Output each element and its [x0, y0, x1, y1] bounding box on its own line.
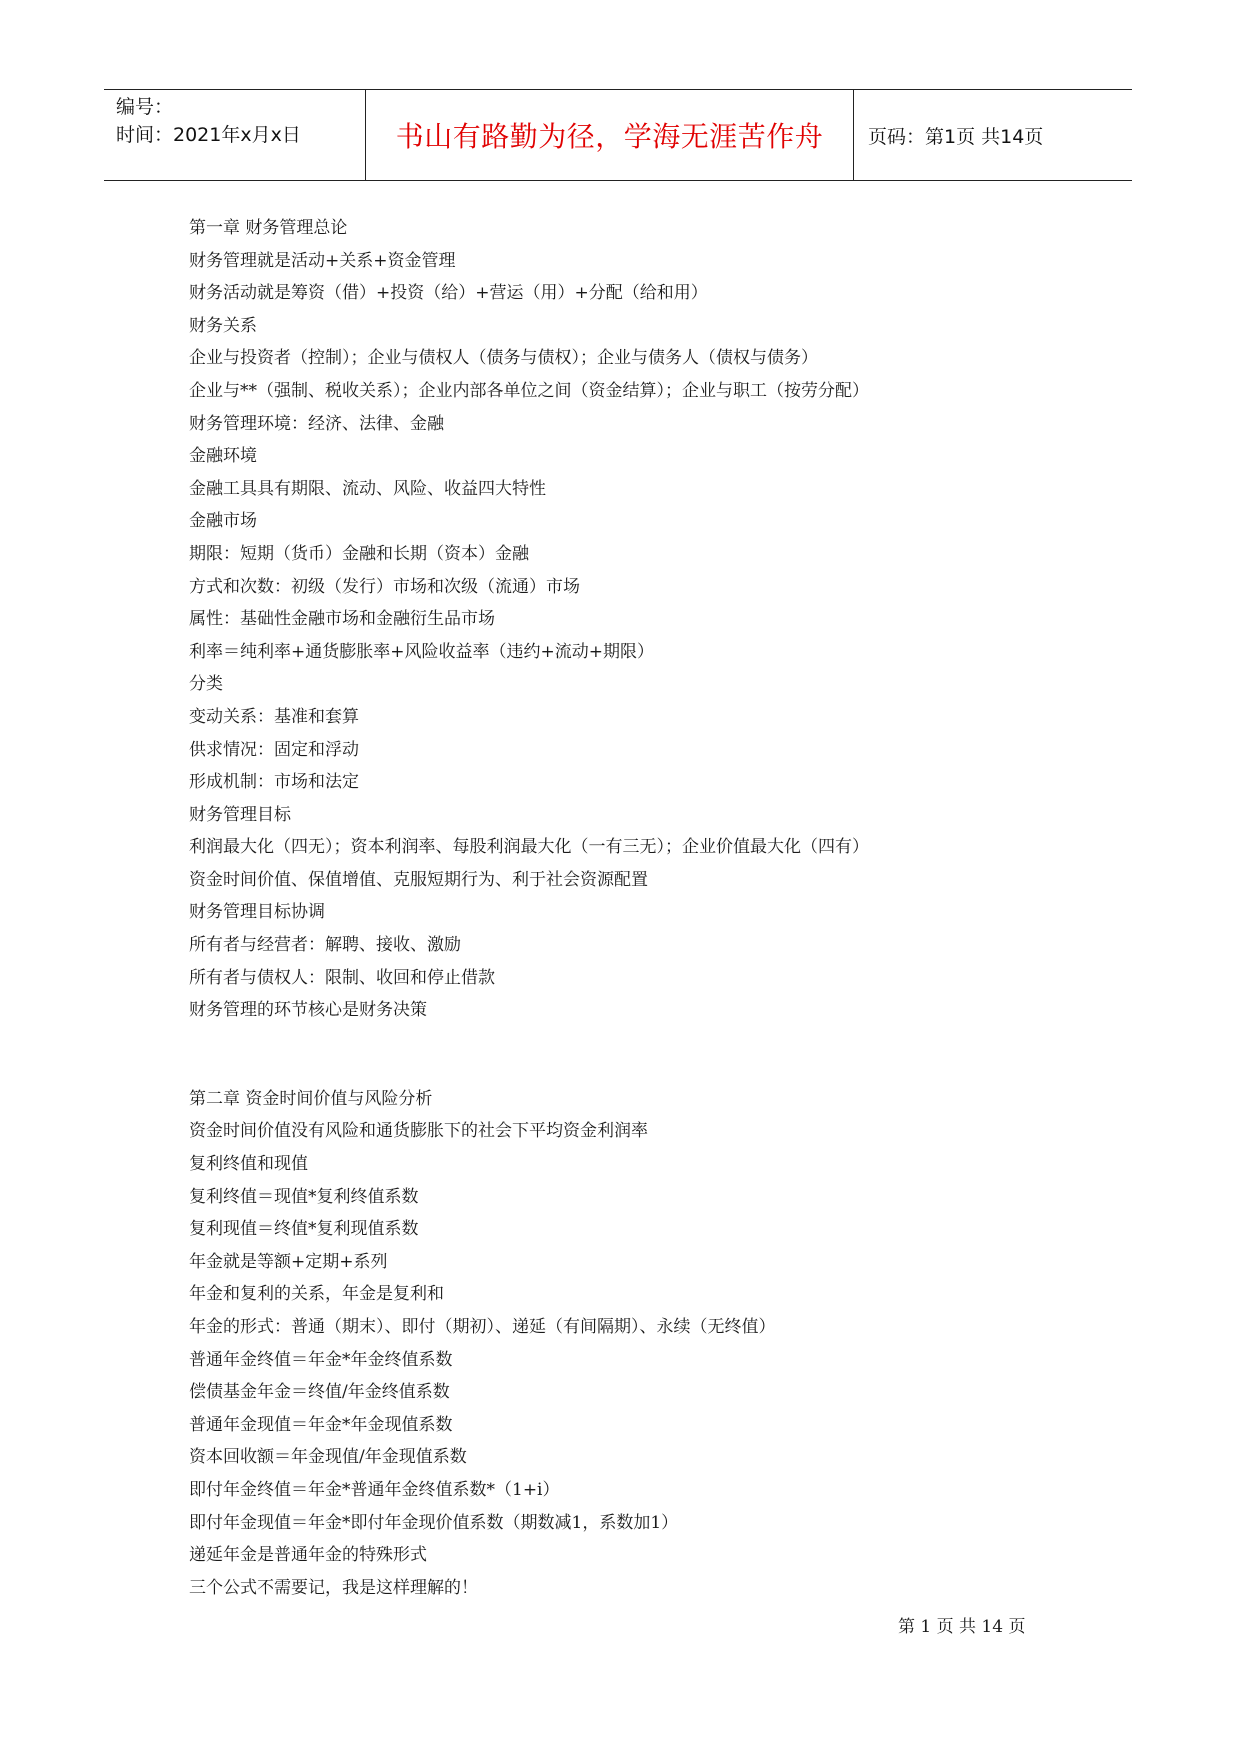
text-line: 财务管理目标 — [189, 804, 291, 825]
document-body — [189, 212, 1089, 1604]
chapter-2-section — [189, 1083, 1089, 1605]
text-line: 所有者与债权人：限制、收回和停止借款 — [189, 967, 495, 988]
text-line: 金融市场 — [189, 511, 257, 532]
text-line: 年金的形式：普通（期末）、即付（期初）、递延（有间隔期）、永续（无终值） — [189, 1317, 776, 1337]
text-line: 年金就是等额+定期+系列 — [189, 1251, 388, 1272]
chapter-1-section — [189, 212, 1089, 1027]
text-line: 方式和次数：初级（发行）市场和次级（流通）市场 — [189, 576, 580, 597]
time-label: 时间：2021年x月x日 — [116, 124, 301, 146]
text-line: 复利现值＝终值*复利现值系数 — [189, 1219, 419, 1240]
text-line: 三个公式不需要记，我是这样理解的！ — [189, 1577, 478, 1598]
number-label: 编号： — [116, 96, 174, 118]
chapter-1-title: 第一章 财务管理总论 — [189, 218, 348, 238]
header-page-cell — [854, 90, 1132, 180]
text-line: 即付年金终值＝年金*普通年金终值系数*（1+i） — [189, 1479, 560, 1500]
text-line: 普通年金现值＝年金*年金现值系数 — [189, 1414, 453, 1435]
text-line: 复利终值＝现值*复利终值系数 — [189, 1186, 419, 1207]
text-line: 供求情况：固定和浮动 — [189, 739, 359, 760]
text-line: 利率＝纯利率+通货膨胀率+风险收益率（违约+流动+期限） — [189, 641, 654, 662]
text-line: 复利终值和现值 — [189, 1154, 308, 1175]
text-line: 期限：短期（货币）金融和长期（资本）金融 — [189, 543, 529, 564]
text-line: 分类 — [189, 674, 223, 695]
text-line: 即付年金现值＝年金*即付年金现价值系数（期数减1，系数加1） — [189, 1512, 679, 1533]
text-line: 财务管理的环节核心是财务决策 — [189, 1000, 427, 1021]
text-line: 资本回收额＝年金现值/年金现值系数 — [189, 1447, 467, 1468]
page-footer: 第 1 页 共 14 页 — [898, 1617, 1026, 1637]
text-line: 偿债基金年金＝终值/年金终值系数 — [189, 1382, 450, 1403]
text-line: 利润最大化（四无）；资本利润率、每股利润最大化（一有三无）；企业价值最大化（四有） — [189, 837, 869, 858]
chapter-2-title: 第二章 资金时间价值与风险分析 — [189, 1088, 433, 1109]
page-number-label: 页码：第1页 共14页 — [868, 125, 1044, 148]
header-motto-cell — [366, 90, 854, 180]
text-line: 所有者与经营者：解聘、接收、激励 — [189, 935, 461, 956]
text-line: 递延年金是普通年金的特殊形式 — [189, 1545, 427, 1566]
text-line: 财务活动就是筹资（借）+投资（给）+营运（用）+分配（给和用） — [189, 283, 708, 304]
text-line: 变动关系：基准和套算 — [189, 706, 359, 727]
motto-text: 书山有路勤为径，学海无涯苦作舟 — [395, 120, 824, 153]
text-line: 年金和复利的关系，年金是复利和 — [189, 1284, 444, 1305]
text-line: 金融环境 — [189, 446, 257, 467]
section-spacer — [189, 1027, 1089, 1083]
text-line: 资金时间价值、保值增值、克服短期行为、利于社会资源配置 — [189, 869, 648, 890]
text-line: 财务管理目标协调 — [189, 902, 325, 923]
text-line: 属性：基础性金融市场和金融衍生品市场 — [189, 609, 495, 630]
text-line: 企业与投资者（控制）；企业与债权人（债务与债权）；企业与债务人（债权与债务） — [189, 348, 818, 369]
text-line: 财务关系 — [189, 315, 257, 336]
text-line: 形成机制：市场和法定 — [189, 772, 359, 793]
text-line: 财务管理就是活动+关系+资金管理 — [189, 250, 456, 271]
text-line: 普通年金终值＝年金*年金终值系数 — [189, 1349, 453, 1370]
text-line: 金融工具具有期限、流动、风险、收益四大特性 — [189, 478, 546, 499]
text-line: 资金时间价值没有风险和通货膨胀下的社会下平均资金利润率 — [189, 1121, 648, 1142]
header-meta-cell — [104, 90, 366, 180]
document-header — [104, 89, 1132, 181]
text-line: 财务管理环境：经济、法律、金融 — [189, 413, 444, 434]
text-line: 企业与**（强制、税收关系）；企业内部各单位之间（资金结算）；企业与职工（按劳分配） — [189, 380, 869, 401]
